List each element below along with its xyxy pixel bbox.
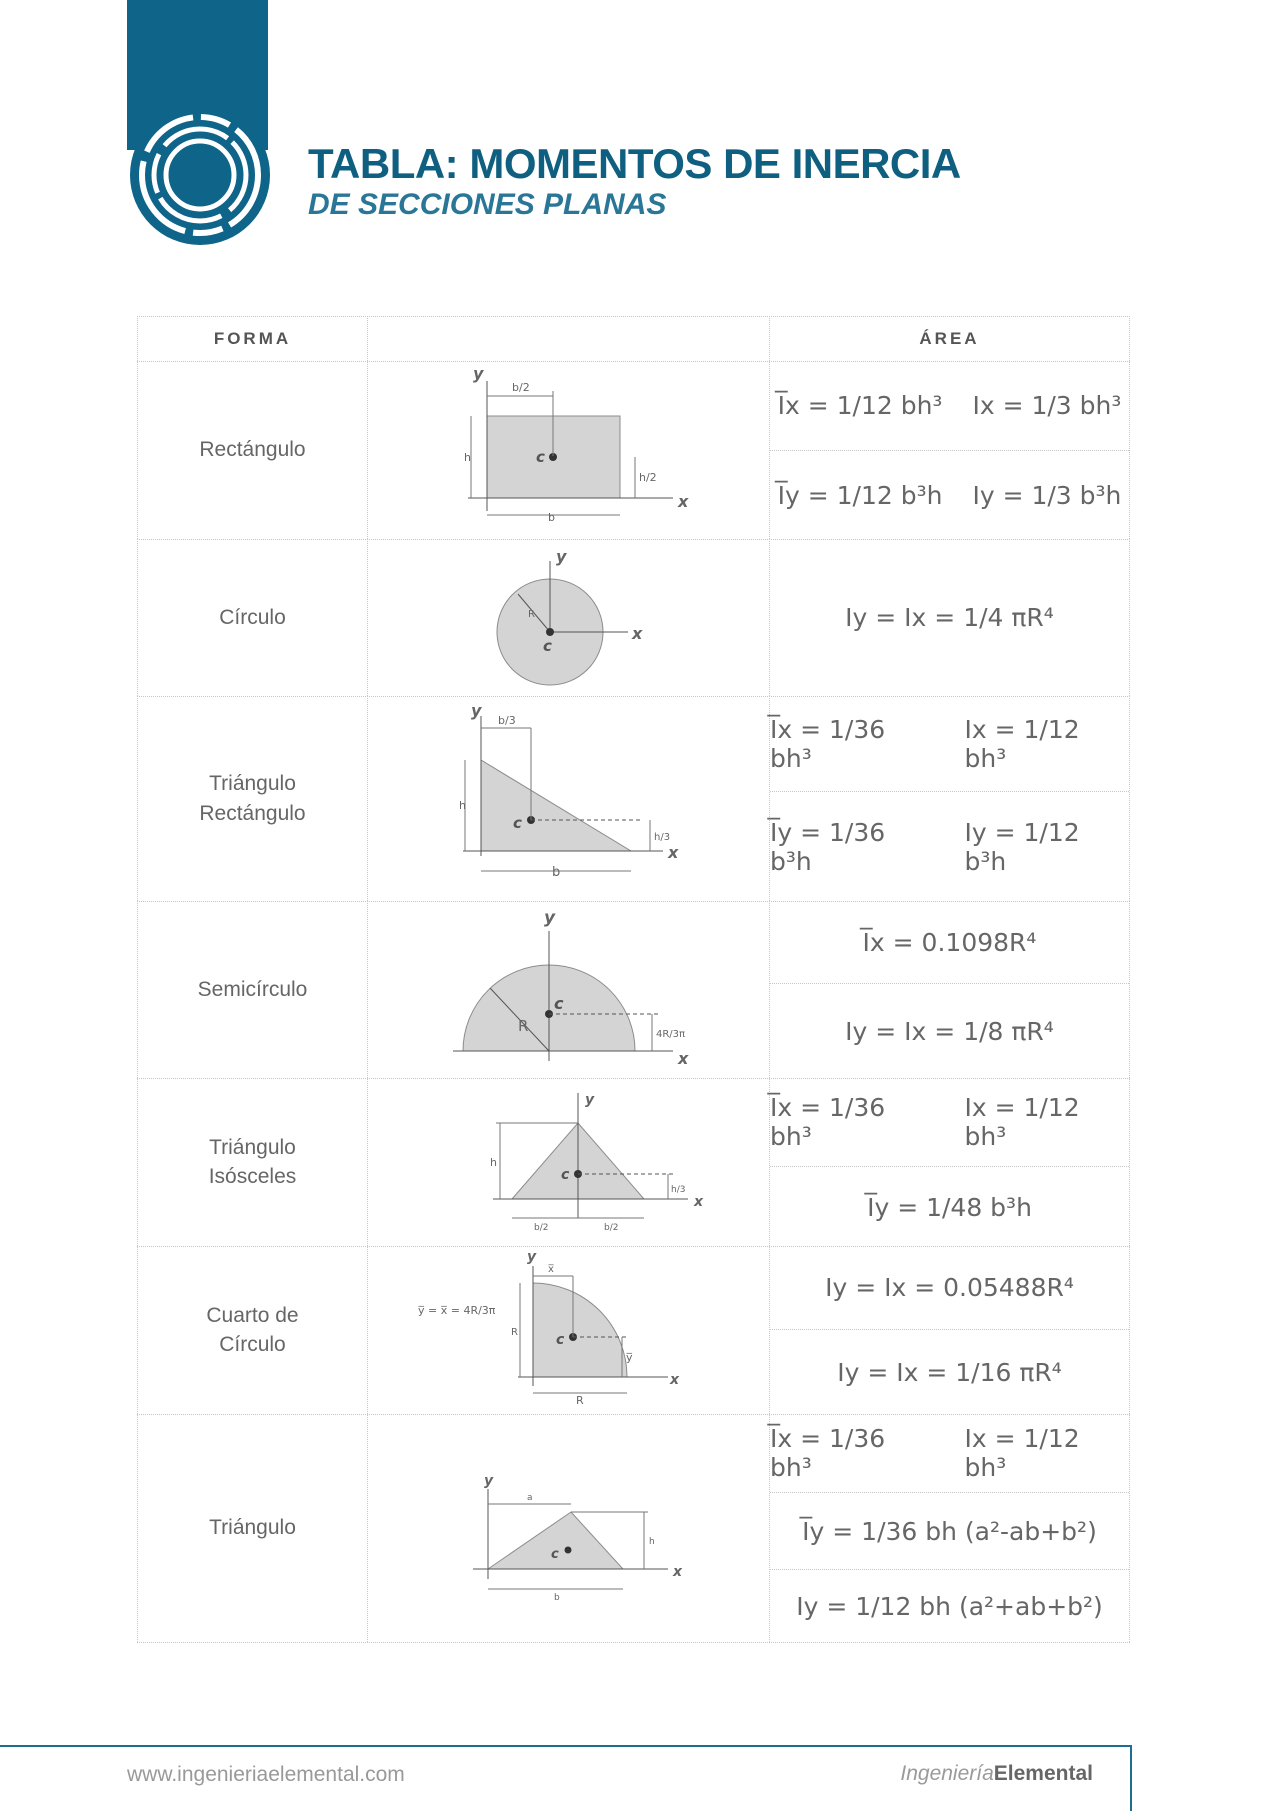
svg-text:b/2: b/2 [534, 1223, 549, 1233]
svg-text:y: y [544, 908, 556, 928]
footer-brand-light: Ingeniería [900, 1762, 994, 1785]
formula-rtri-iy: I̅y = 1/36 b³h [770, 818, 886, 876]
svg-text:c: c [561, 1167, 570, 1183]
table-row [137, 696, 1130, 902]
svg-text:R: R [528, 609, 535, 620]
svg-text:c: c [551, 1547, 559, 1562]
formula-semi-iy: Iy = Ix = 1/8 πR⁴ [845, 1017, 1054, 1046]
table-header-row [137, 316, 1130, 362]
svg-text:R: R [576, 1394, 584, 1407]
y-axis-label: y [473, 364, 484, 383]
svg-text:y: y [556, 547, 567, 566]
formula-iso-ix: I̅x = 1/36 bh³ [770, 1093, 886, 1151]
svg-text:c: c [556, 1332, 565, 1348]
page-subtitle: DE SECCIONES PLANAS [308, 188, 667, 221]
quarter-circle-figure [367, 1246, 769, 1414]
footer-divider [0, 1745, 1132, 1747]
svg-text:b/3: b/3 [498, 714, 516, 727]
svg-text:h: h [490, 1156, 497, 1169]
x-axis-label: x [678, 492, 689, 511]
svg-text:b: b [554, 1593, 560, 1603]
svg-text:h: h [649, 1537, 655, 1547]
svg-text:b: b [548, 511, 555, 524]
footer-divider-vertical [1130, 1745, 1132, 1811]
svg-text:b/2: b/2 [604, 1223, 619, 1233]
svg-text:y: y [471, 701, 482, 720]
footer-brand-bold: Elemental [993, 1762, 1093, 1785]
shape-name: Triángulo Rectángulo [137, 696, 367, 901]
svg-text:h: h [459, 799, 466, 812]
shape-name: Círculo [137, 539, 367, 696]
table-row [137, 539, 1130, 697]
table-row [137, 361, 1130, 540]
table-row [137, 1414, 1130, 1643]
svg-text:b: b [552, 865, 561, 880]
svg-text:h: h [464, 451, 471, 464]
shape-name: Rectángulo [137, 361, 367, 539]
isosceles-triangle-figure [367, 1078, 769, 1246]
formula-rect-ix: I̅x = 1/12 bh³ [777, 391, 943, 420]
shape-name: Cuarto de Círculo [137, 1246, 367, 1414]
svg-text:x: x [678, 1049, 689, 1068]
table-row [137, 1078, 1130, 1247]
semicircle-figure [367, 901, 769, 1078]
formula-rtri-ix: I̅x = 1/36 bh³ [770, 714, 886, 773]
svg-text:y̅ = x̅ = 4R/3π: y̅ = x̅ = 4R/3π [418, 1304, 496, 1317]
col-header-area: ÁREA [769, 316, 1130, 361]
formula-rect-iy: I̅y = 1/12 b³h [777, 481, 943, 510]
formula-rect-iy-base: Iy = 1/3 b³h [972, 481, 1122, 510]
svg-text:c: c [536, 448, 545, 466]
svg-text:x: x [670, 1372, 680, 1388]
svg-text:a: a [527, 1493, 533, 1503]
svg-text:x̅: x̅ [548, 1264, 554, 1275]
formula-tri-ix: I̅x = 1/36 bh³ [770, 1424, 886, 1482]
formula-tri-ix-base: Ix = 1/12 bh³ [964, 1424, 1080, 1482]
formula-tri-iy: Iy = 1/12 bh (a²+ab+b²) [796, 1592, 1103, 1621]
col-header-shape: FORMA [137, 316, 367, 361]
svg-text:x: x [694, 1194, 704, 1210]
svg-text:c: c [554, 994, 564, 1013]
svg-text:y: y [585, 1092, 595, 1108]
svg-text:c: c [543, 637, 552, 655]
svg-text:4R/3π: 4R/3π [656, 1029, 686, 1040]
svg-text:y: y [484, 1473, 494, 1489]
table-row [137, 901, 1130, 1079]
shape-name: Triángulo Isósceles [137, 1078, 367, 1246]
right-triangle-figure [367, 696, 769, 901]
footer-brand [900, 1762, 1093, 1786]
table-row [137, 1246, 1130, 1415]
page-title: TABLA: MOMENTOS DE INERCIA [308, 140, 961, 187]
formula-quarter-i: Iy = Ix = 0.05488R⁴ [825, 1273, 1074, 1302]
svg-text:c: c [513, 814, 522, 832]
svg-text:h/3: h/3 [654, 832, 671, 843]
formula-rect-ix-base: Ix = 1/3 bh³ [972, 391, 1122, 420]
svg-text:R: R [511, 1327, 518, 1338]
svg-text:x: x [673, 1564, 683, 1580]
formula-iso-iy: I̅y = 1/48 b³h [867, 1192, 1032, 1222]
formula-rtri-ix-base: Ix = 1/12 bh³ [964, 714, 1080, 773]
rectangle-figure [367, 361, 769, 539]
shape-name: Triángulo [137, 1414, 367, 1642]
svg-text:R: R [518, 1017, 529, 1035]
svg-text:y: y [527, 1249, 537, 1265]
footer-url-link[interactable]: www.ingenieriaelemental.com [127, 1763, 405, 1786]
svg-text:h/2: h/2 [639, 471, 657, 484]
triangle-figure [367, 1414, 769, 1642]
svg-text:x: x [632, 624, 643, 643]
formula-semi-ix: I̅x = 0.1098R⁴ [862, 927, 1037, 957]
shape-name: Semicírculo [137, 901, 367, 1078]
formula-circle: Iy = Ix = 1/4 πR⁴ [845, 603, 1054, 632]
circle-figure [367, 539, 769, 696]
formula-iso-ix-base: Ix = 1/12 bh³ [964, 1093, 1080, 1151]
svg-text:h/3: h/3 [671, 1185, 686, 1195]
formula-tri-iy-centroid: I̅y = 1/36 bh (a²-ab+b²) [802, 1517, 1097, 1546]
logo-icon [125, 100, 275, 250]
svg-text:x: x [668, 843, 679, 862]
svg-text:b/2: b/2 [512, 381, 530, 394]
formula-quarter-ii: Iy = Ix = 1/16 πR⁴ [837, 1358, 1062, 1387]
formula-rtri-iy-base: Iy = 1/12 b³h [964, 818, 1080, 876]
svg-text:y̅: y̅ [626, 1351, 633, 1364]
